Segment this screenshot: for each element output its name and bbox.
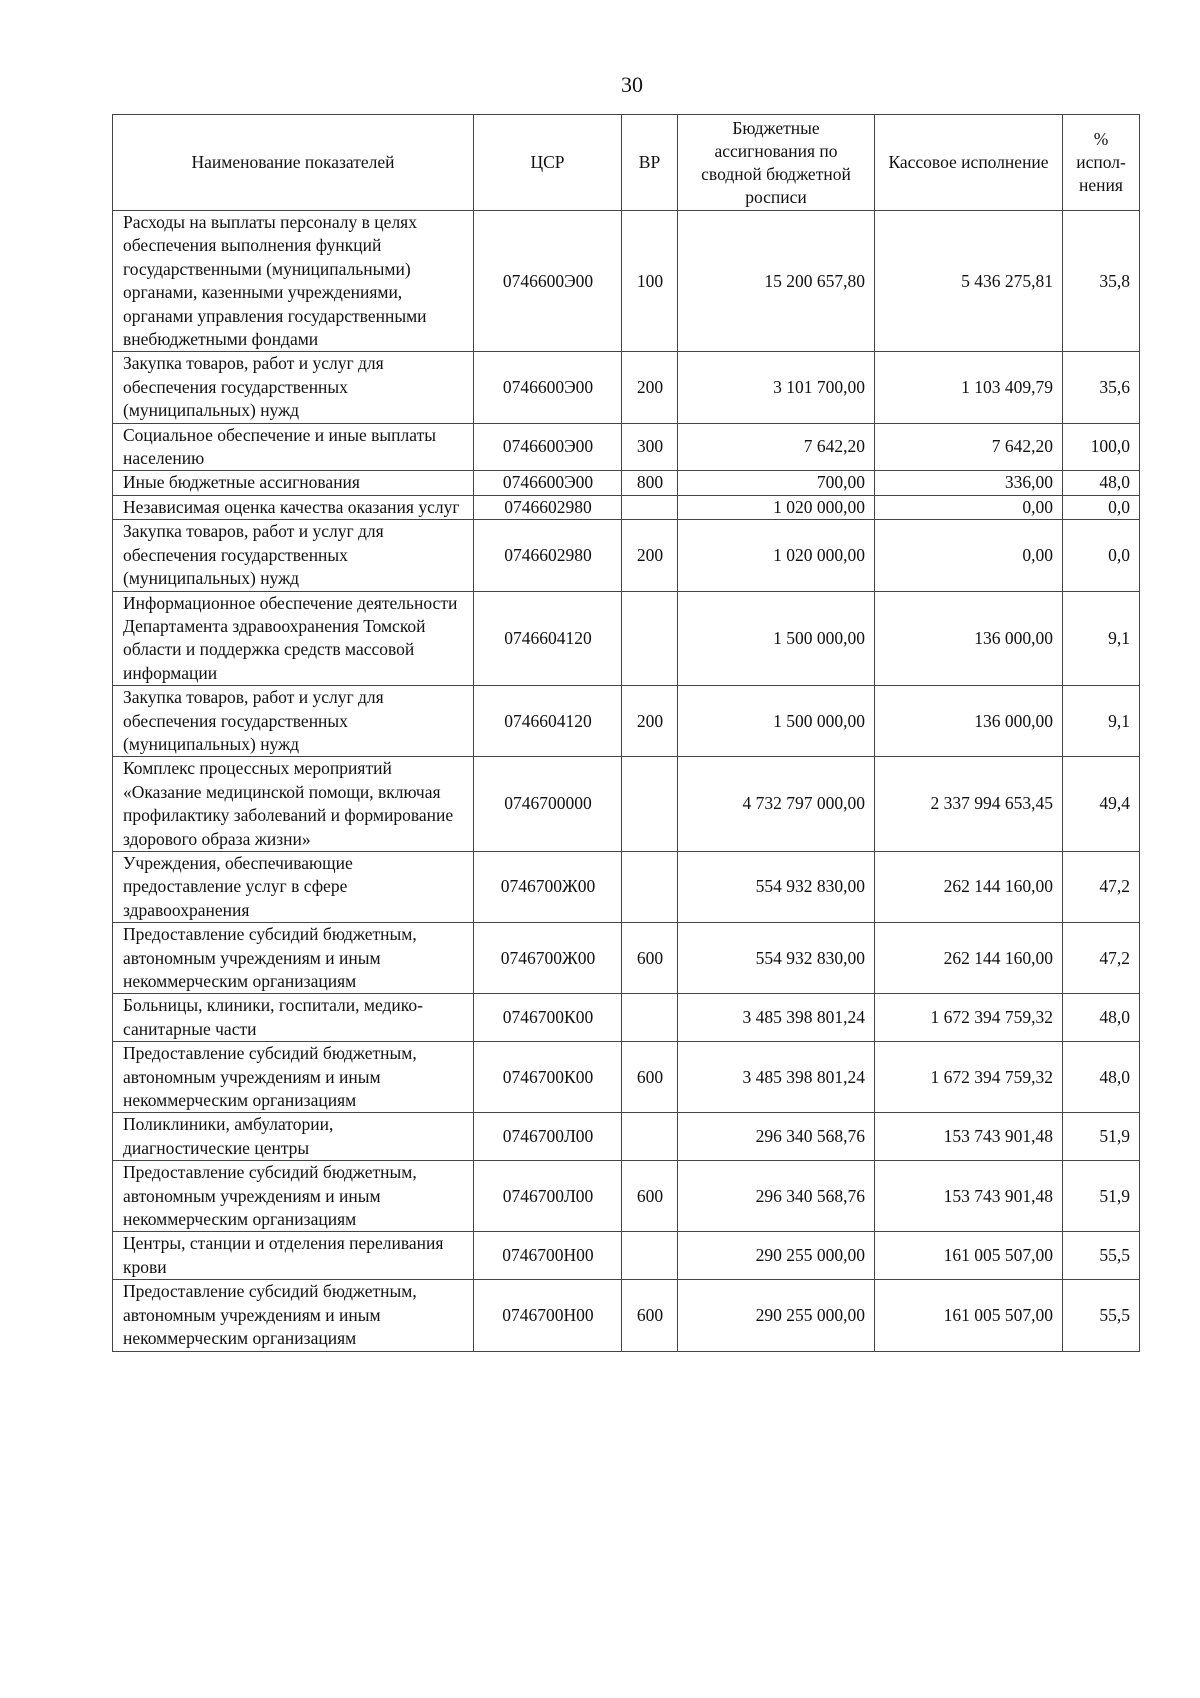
cell-pct: 55,5 [1063, 1280, 1140, 1351]
cell-name: Закупка товаров, работ и услуг для обеспечения государственных (муниципальных) нужд [113, 352, 474, 423]
cell-pct: 49,4 [1063, 757, 1140, 852]
cell-name: Иные бюджетные ассигнования [113, 471, 474, 495]
cell-vr: 600 [622, 1280, 678, 1351]
cell-vr [622, 495, 678, 519]
table-row [113, 591, 1140, 686]
cell-vr: 300 [622, 423, 678, 471]
cell-csr: 0746602980 [474, 520, 622, 591]
cell-vr: 600 [622, 923, 678, 994]
cell-cash: 262 144 160,00 [875, 923, 1063, 994]
cell-cash: 5 436 275,81 [875, 211, 1063, 352]
cell-pct: 48,0 [1063, 994, 1140, 1042]
cell-name: Больницы, клиники, госпитали, медико-санитарные части [113, 994, 474, 1042]
cell-name: Комплекс процессных мероприятий «Оказание медицинской помощи, включая профилактику заболеваний и формирование здорового образа жизни» [113, 757, 474, 852]
cell-vr [622, 1113, 678, 1161]
cell-csr: 0746700К00 [474, 994, 622, 1042]
cell-vr: 600 [622, 1042, 678, 1113]
table-row [113, 352, 1140, 423]
cell-csr: 0746604120 [474, 686, 622, 757]
cell-csr: 0746700Ж00 [474, 851, 622, 922]
cell-name: Предоставление субсидий бюджетным, автономным учреждениям и иным некоммерческим организациям [113, 1042, 474, 1113]
header-csr: ЦСР [474, 115, 622, 211]
cell-name: Информационное обеспечение деятельности Департамента здравоохранения Томской области и поддержка средств массовой информации [113, 591, 474, 686]
cell-cash: 2 337 994 653,45 [875, 757, 1063, 852]
cell-csr: 0746600Э00 [474, 211, 622, 352]
cell-csr: 0746604120 [474, 591, 622, 686]
cell-pct: 100,0 [1063, 423, 1140, 471]
cell-cash: 136 000,00 [875, 591, 1063, 686]
cell-pct: 51,9 [1063, 1113, 1140, 1161]
table-row [113, 471, 1140, 495]
cell-vr: 200 [622, 352, 678, 423]
cell-csr: 0746700Л00 [474, 1161, 622, 1232]
cell-budget: 296 340 568,76 [678, 1113, 875, 1161]
table-row [113, 423, 1140, 471]
budget-table [112, 114, 1140, 1352]
cell-budget: 1 020 000,00 [678, 520, 875, 591]
table-row [113, 994, 1140, 1042]
header-pct: % испол-нения [1063, 115, 1140, 211]
table-row [113, 1161, 1140, 1232]
cell-vr [622, 851, 678, 922]
cell-csr: 0746700Н00 [474, 1280, 622, 1351]
cell-cash: 1 672 394 759,32 [875, 994, 1063, 1042]
cell-cash: 161 005 507,00 [875, 1280, 1063, 1351]
cell-vr [622, 1232, 678, 1280]
cell-name: Предоставление субсидий бюджетным, автономным учреждениям и иным некоммерческим организациям [113, 923, 474, 994]
cell-csr: 0746600Э00 [474, 352, 622, 423]
cell-budget: 554 932 830,00 [678, 851, 875, 922]
cell-pct: 35,6 [1063, 352, 1140, 423]
cell-pct: 35,8 [1063, 211, 1140, 352]
cell-cash: 1 103 409,79 [875, 352, 1063, 423]
cell-pct: 47,2 [1063, 851, 1140, 922]
cell-budget: 1 500 000,00 [678, 591, 875, 686]
cell-csr: 0746602980 [474, 495, 622, 519]
page-number: 30 [621, 72, 643, 97]
cell-pct: 48,0 [1063, 1042, 1140, 1113]
cell-cash: 153 743 901,48 [875, 1113, 1063, 1161]
table-row [113, 757, 1140, 852]
cell-pct: 51,9 [1063, 1161, 1140, 1232]
cell-budget: 3 485 398 801,24 [678, 994, 875, 1042]
cell-csr: 0746700Н00 [474, 1232, 622, 1280]
header-cash: Кассовое исполнение [875, 115, 1063, 211]
cell-name: Поликлиники, амбулатории, диагностические центры [113, 1113, 474, 1161]
cell-budget: 554 932 830,00 [678, 923, 875, 994]
cell-name: Закупка товаров, работ и услуг для обеспечения государственных (муниципальных) нужд [113, 686, 474, 757]
cell-pct: 9,1 [1063, 591, 1140, 686]
cell-csr: 0746700000 [474, 757, 622, 852]
cell-cash: 0,00 [875, 495, 1063, 519]
cell-budget: 1 500 000,00 [678, 686, 875, 757]
cell-name: Предоставление субсидий бюджетным, автономным учреждениям и иным некоммерческим организациям [113, 1161, 474, 1232]
cell-budget: 290 255 000,00 [678, 1232, 875, 1280]
cell-name: Учреждения, обеспечивающие предоставление услуг в сфере здравоохранения [113, 851, 474, 922]
cell-cash: 136 000,00 [875, 686, 1063, 757]
cell-name: Расходы на выплаты персоналу в целях обеспечения выполнения функций государственными (муниципальными) органами, казенными учреждениями, органами управления государственными внебюджетными фондами [113, 211, 474, 352]
cell-budget: 4 732 797 000,00 [678, 757, 875, 852]
cell-budget: 7 642,20 [678, 423, 875, 471]
table-row [113, 686, 1140, 757]
cell-vr [622, 591, 678, 686]
cell-vr: 100 [622, 211, 678, 352]
cell-vr: 200 [622, 686, 678, 757]
table-header-row [113, 115, 1140, 211]
cell-csr: 0746700Ж00 [474, 923, 622, 994]
cell-budget: 3 101 700,00 [678, 352, 875, 423]
cell-csr: 0746600Э00 [474, 471, 622, 495]
table-row [113, 211, 1140, 352]
cell-budget: 15 200 657,80 [678, 211, 875, 352]
cell-vr: 800 [622, 471, 678, 495]
table-row [113, 1280, 1140, 1351]
cell-budget: 1 020 000,00 [678, 495, 875, 519]
cell-vr [622, 994, 678, 1042]
table-row [113, 520, 1140, 591]
cell-csr: 0746600Э00 [474, 423, 622, 471]
cell-name: Закупка товаров, работ и услуг для обеспечения государственных (муниципальных) нужд [113, 520, 474, 591]
cell-pct: 48,0 [1063, 471, 1140, 495]
cell-pct: 0,0 [1063, 495, 1140, 519]
table-row [113, 1113, 1140, 1161]
cell-cash: 153 743 901,48 [875, 1161, 1063, 1232]
table-row [113, 851, 1140, 922]
cell-cash: 161 005 507,00 [875, 1232, 1063, 1280]
cell-budget: 3 485 398 801,24 [678, 1042, 875, 1113]
cell-cash: 336,00 [875, 471, 1063, 495]
cell-name: Независимая оценка качества оказания услуг [113, 495, 474, 519]
cell-name: Социальное обеспечение и иные выплаты населению [113, 423, 474, 471]
table-row [113, 495, 1140, 519]
cell-pct: 47,2 [1063, 923, 1140, 994]
cell-budget: 290 255 000,00 [678, 1280, 875, 1351]
cell-cash: 7 642,20 [875, 423, 1063, 471]
cell-csr: 0746700К00 [474, 1042, 622, 1113]
cell-cash: 0,00 [875, 520, 1063, 591]
cell-name: Предоставление субсидий бюджетным, автономным учреждениям и иным некоммерческим организациям [113, 1280, 474, 1351]
cell-cash: 1 672 394 759,32 [875, 1042, 1063, 1113]
cell-budget: 296 340 568,76 [678, 1161, 875, 1232]
cell-name: Центры, станции и отделения переливания крови [113, 1232, 474, 1280]
cell-csr: 0746700Л00 [474, 1113, 622, 1161]
cell-vr: 200 [622, 520, 678, 591]
cell-pct: 0,0 [1063, 520, 1140, 591]
cell-vr [622, 757, 678, 852]
cell-pct: 55,5 [1063, 1232, 1140, 1280]
header-budget: Бюджетные ассигнования по сводной бюджетной росписи [678, 115, 875, 211]
cell-pct: 9,1 [1063, 686, 1140, 757]
table-row [113, 1042, 1140, 1113]
table-row [113, 1232, 1140, 1280]
cell-budget: 700,00 [678, 471, 875, 495]
cell-cash: 262 144 160,00 [875, 851, 1063, 922]
table-row [113, 923, 1140, 994]
header-vr: ВР [622, 115, 678, 211]
header-name: Наименование показателей [113, 115, 474, 211]
cell-vr: 600 [622, 1161, 678, 1232]
